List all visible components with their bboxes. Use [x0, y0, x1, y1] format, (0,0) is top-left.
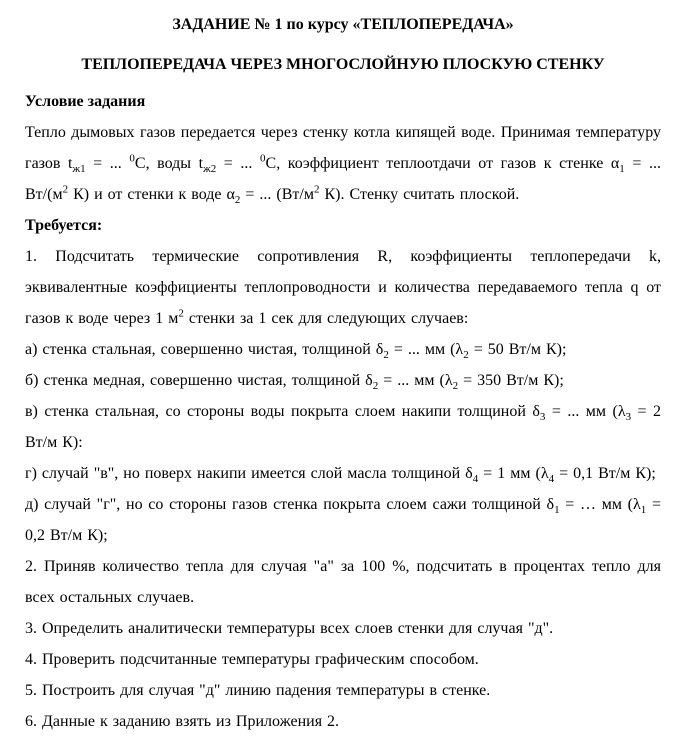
- task-item-1d: д) случай "г", но со стороны газов стенка покрыта слоем сажи толщиной $\delta_1$ = … мм ($\lambda_1 = 0,2$ Вт/м К);: [25, 496, 661, 544]
- task-item-2: 2. Приняв количество тепла для случая "а" за 100 %, подсчитать в процентах тепло для всех остальных случаев.: [25, 558, 661, 606]
- task-item-3: 3. Определить аналитически температуры всех слоев стенки для случая "д".: [25, 620, 554, 637]
- condition-paragraph: Тепло дымовых газов передается через стенку котла кипящей воде. Принимая температуру газов $t_{ж1}$ = ... $^0$С, воды $t_{ж2}$ = ... $^0$С, коэффициент теплоотдачи от газов к стенке $\alpha_1$ = ... $Вт/(м^2$ К) и от стенки к воде $\alpha_2$ = ... ($Вт/м^2$ К). Стенку считать плоской.: [25, 124, 662, 207]
- task-item-1v: в) стенка стальная, со стороны воды покрыта слоем накипи толщиной $\delta_3$ = ... мм ($\lambda_3 = 2$ Вт/м К):: [25, 403, 662, 451]
- condition-heading: Условие задания: [25, 93, 146, 110]
- task-item-1b: б) стенка медная, совершенно чистая, толщиной $\delta_2$ = ... мм ($\lambda_2 = 350$ Вт/м К);: [25, 372, 564, 393]
- task-item-1: 1. Подсчитать термические сопротивления R, коэффициенты теплопередачи k, эквивалентные коэффициенты теплопроводности и количества передаваемого тепла q от газов к воде через 1 $м^2$ стенки за 1 сек для следующих случаев:: [25, 248, 661, 327]
- document-subtitle: ТЕПЛОПЕРЕДАЧА ЧЕРЕЗ МНОГОСЛОЙНУЮ ПЛОСКУЮ СТЕНКУ: [81, 56, 605, 73]
- task-item-5: 5. Построить для случая "д" линию падения температуры в стенке.: [25, 682, 491, 699]
- document-title: ЗАДАНИЕ № 1 по курсу «ТЕПЛОПЕРЕДАЧА»: [172, 16, 514, 33]
- task-item-1g: г) случай "в", но поверх накипи имеется слой масла толщиной $\delta_4 = 1$ мм ($\lambda_4 = 0,1$ Вт/м К);: [25, 465, 656, 486]
- task-item-6: 6. Данные к заданию взять из Приложения 2.: [25, 713, 340, 730]
- task-item-1a: а) стенка стальная, совершенно чистая, толщиной $\delta_2$ = ... мм ($\lambda_2 = 50$ Вт/м К);: [25, 341, 567, 362]
- task-item-4: 4. Проверить подсчитанные температуры графическим способом.: [25, 651, 479, 668]
- required-heading: Требуется:: [25, 217, 103, 234]
